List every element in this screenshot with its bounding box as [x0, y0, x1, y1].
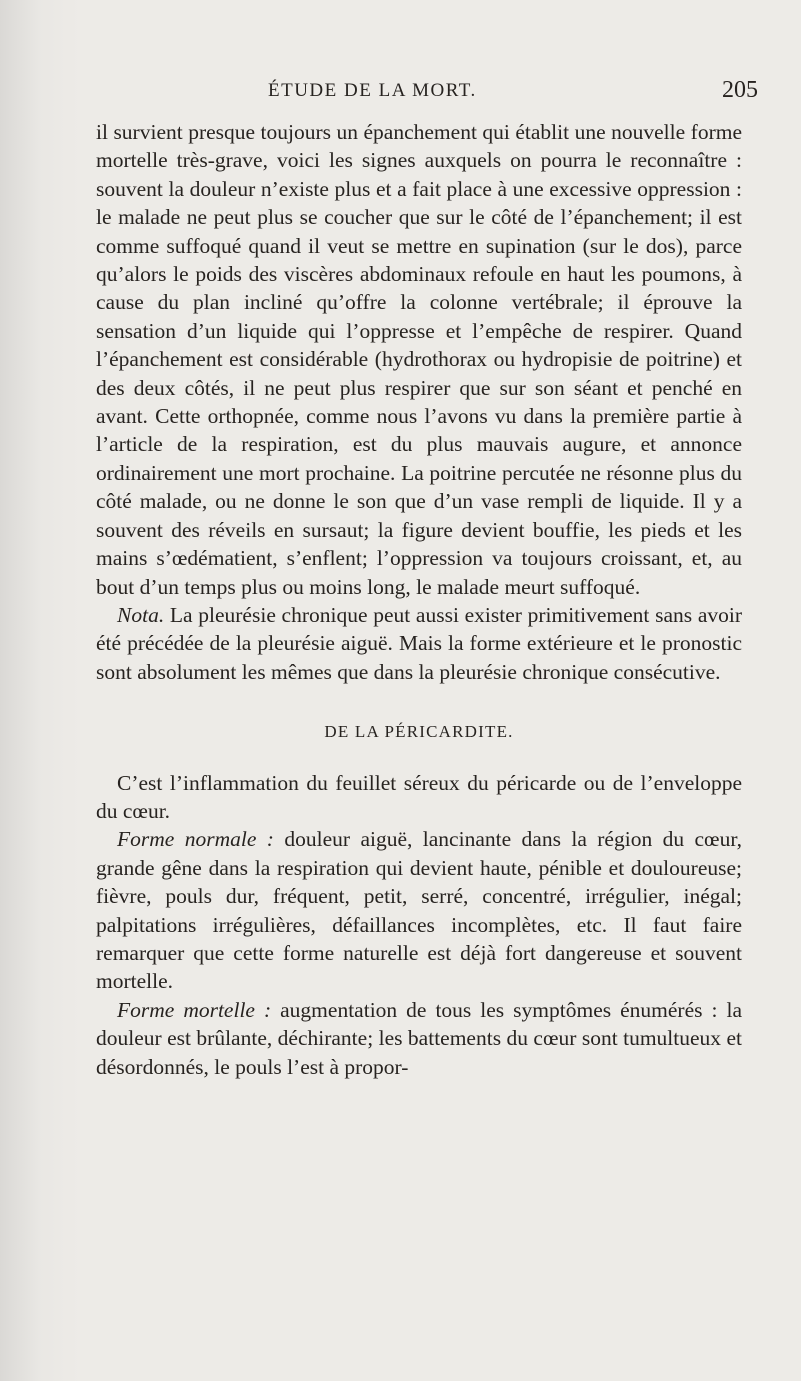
nota-label: Nota.	[117, 602, 165, 627]
nota-text: La pleurésie chronique peut aussi exister primitivement sans avoir été précédée de la pleurésie aiguë. Mais la forme extérieure et le pronostic sont absolument les mêmes que dans la pleurésie chronique consécutive.	[96, 602, 742, 684]
forme-mortelle-text: augmentation de tous les symptômes énumérés : la douleur est brûlante, déchirante; les battements du cœur sont tumultueux et désordonnés, le pouls l’est à propor-	[96, 997, 742, 1079]
running-title: ÉTUDE DE LA MORT.	[268, 80, 477, 101]
forme-mortelle-label: Forme mortelle :	[117, 997, 272, 1022]
paragraph-forme-mortelle	[96, 996, 742, 1081]
running-head	[0, 77, 801, 110]
section-heading: DE LA PÉRICARDITE.	[324, 722, 514, 742]
paragraph-text: il survient presque toujours un épanchement qui établit une nouvelle forme mortelle très-grave, voici les signes auxquels on pourra le reconnaître : souvent la douleur n’existe plus et a fait place à une excessive oppression : le malade ne peut plus se coucher que sur le côté de l’épanchement; il est comme suffoqué quand il veut se mettre en supination (sur le dos), parce qu’alors le poids des viscères abdominaux refoule en haut les poumons, à cause du plan incliné qu’offre la colonne vertébrale; il éprouve la sensation d’un liquide qui l’oppresse et l’empêche de respirer. Quand l’épanchement est considérable (hydrothorax ou hydropisie de poitrine) et des deux côtés, il ne peut plus respirer que sur son séant et penché en avant. Cette orthopnée, comme nous l’avons vu dans la première partie à l’article de la respiration, est du plus mauvais augure, et annonce ordinairement une mort prochaine. La poitrine percutée ne résonne plus du côté malade, ou ne donne le son que d’un vase rempli de liquide. Il y a souvent des réveils en sursaut; la figure devient bouffie, les pieds et les mains s’œdématient, s’enflent; l’oppression va toujours croissant, et, au bout d’un temps plus ou moins long, le malade meurt suffoqué.	[96, 120, 742, 599]
paragraph-text: C’est l’inflammation du feuillet séreux du péricarde ou de l’enveloppe du cœur.	[96, 770, 742, 823]
paragraph-forme-normale	[96, 825, 742, 995]
forme-normale-text: douleur aiguë, lancinante dans la région du cœur, grande gêne dans la respiration qui devient haute, pénible et douloureuse; fièvre, pouls dur, fréquent, petit, serré, concentré, irrégulier, inégal; palpitations irrégulières, défaillances incomplètes, etc. Il faut faire remarquer que cette forme naturelle est déjà fort dangereuse et souvent mortelle.	[96, 827, 742, 994]
paragraph-pericardite-definition	[96, 769, 742, 826]
forme-normale-label: Forme normale :	[117, 827, 274, 852]
paragraph-pleurisy-continuation	[96, 118, 742, 601]
text-block	[96, 118, 742, 1081]
page-number: 205	[722, 77, 758, 103]
paragraph-nota	[96, 601, 742, 686]
